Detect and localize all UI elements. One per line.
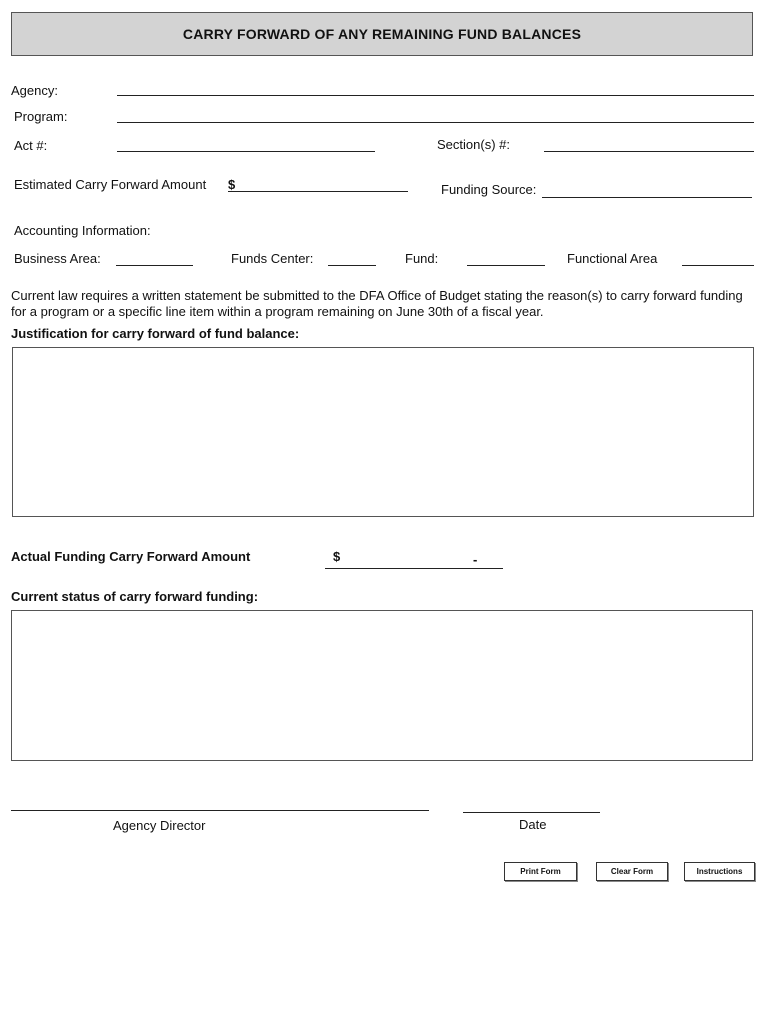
functional-area-label: Functional Area — [567, 251, 658, 266]
act-label: Act #: — [14, 138, 48, 153]
act-field[interactable] — [117, 151, 375, 152]
agency-director-signature-line[interactable] — [11, 810, 429, 811]
accounting-info-label: Accounting Information: — [14, 223, 151, 238]
business-area-field[interactable] — [116, 265, 193, 266]
justification-heading: Justification for carry forward of fund balance: — [11, 326, 300, 341]
agency-label: Agency: — [11, 83, 58, 98]
statement-text: Current law requires a written statement be submitted to the DFA Office of Budget stating the reason(s) to carry forward funding for a program or a specific line item within a program remaining on June 30th of a fiscal year. — [11, 288, 743, 319]
funds-center-label: Funds Center: — [231, 251, 314, 266]
agency-field[interactable] — [117, 95, 754, 96]
actual-amount-field[interactable] — [325, 568, 503, 569]
form-title-banner — [11, 12, 753, 56]
form-title: CARRY FORWARD OF ANY REMAINING FUND BALANCES — [182, 26, 582, 42]
functional-area-field[interactable] — [682, 265, 754, 266]
funds-center-field[interactable] — [328, 265, 376, 266]
current-status-textarea[interactable] — [11, 610, 753, 761]
sections-label: Section(s) #: — [437, 137, 510, 152]
clear-form-button[interactable]: Clear Form — [596, 862, 668, 881]
funding-source-label: Funding Source: — [441, 182, 537, 197]
date-label: Date — [519, 817, 547, 832]
program-field[interactable] — [117, 122, 754, 123]
instructions-button[interactable]: Instructions — [684, 862, 755, 881]
estimated-amount-currency: $ — [228, 177, 236, 192]
estimated-amount-field[interactable] — [228, 191, 408, 192]
actual-amount-label: Actual Funding Carry Forward Amount — [11, 549, 251, 564]
print-form-button[interactable]: Print Form — [504, 862, 577, 881]
program-label: Program: — [14, 109, 68, 124]
sections-field[interactable] — [544, 151, 754, 152]
actual-amount-value: - — [473, 552, 478, 567]
actual-amount-currency: $ — [333, 549, 341, 564]
fund-label: Fund: — [405, 251, 439, 266]
estimated-amount-label: Estimated Carry Forward Amount — [14, 177, 207, 192]
current-status-heading: Current status of carry forward funding: — [11, 589, 259, 604]
agency-director-label: Agency Director — [113, 818, 206, 833]
business-area-label: Business Area: — [14, 251, 101, 266]
funding-source-field[interactable] — [542, 197, 752, 198]
date-line[interactable] — [463, 812, 600, 813]
fund-field[interactable] — [467, 265, 545, 266]
justification-textarea[interactable] — [12, 347, 754, 517]
